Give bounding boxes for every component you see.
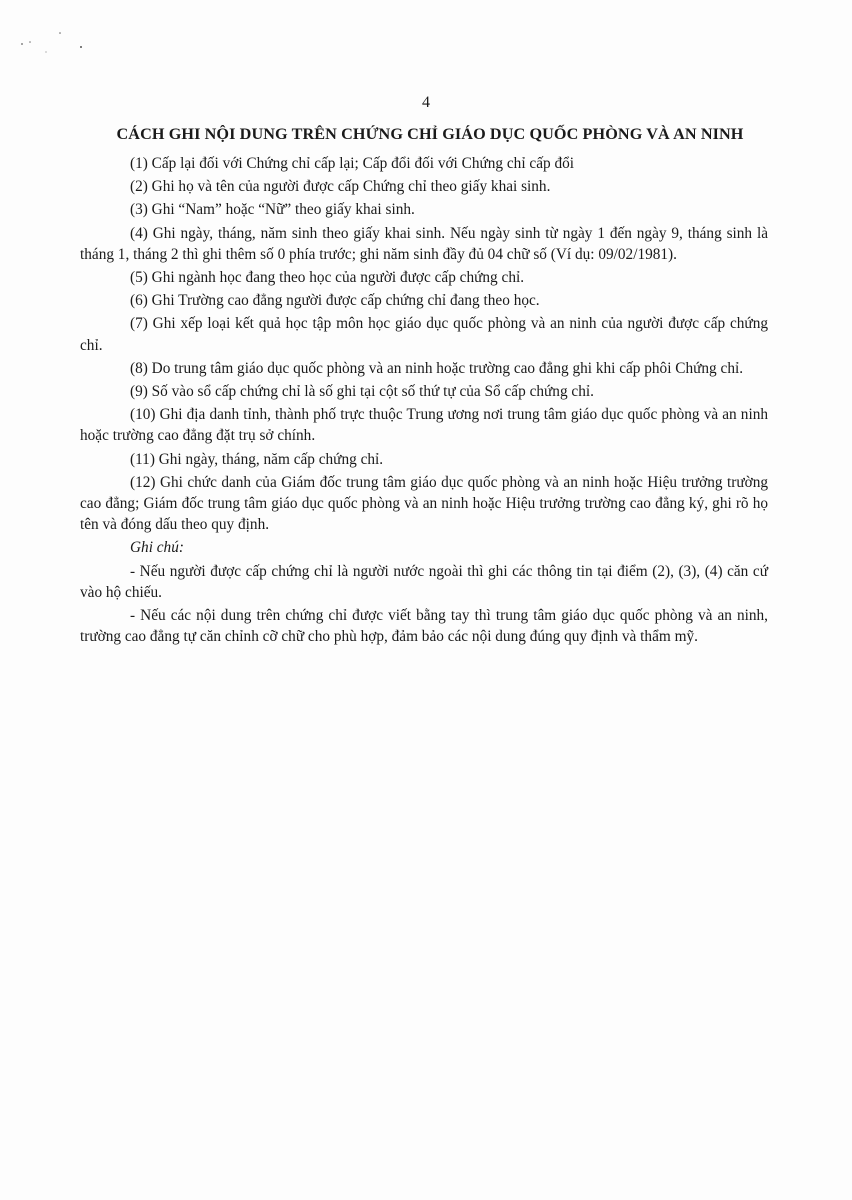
instruction-item-10: (10) Ghi địa danh tỉnh, thành phố trực thuộc Trung ương nơi trung tâm giáo dục quốc phòng và an ninh hoặc trường cao đẳng đặt trụ sở chính. (80, 406, 768, 445)
instruction-item-12: (12) Ghi chức danh của Giám đốc trung tâm giáo dục quốc phòng và an ninh hoặc Hiệu trưởng trường cao đẳng; Giám đốc trung tâm giáo dục quốc phòng và an ninh hoặc Hiệu trưởng trường cao đẳng ký, ghi rõ họ tên và đóng dấu theo quy định. (80, 473, 768, 534)
instruction-item-9: (9) Số vào sổ cấp chứng chỉ là số ghi tại cột số thứ tự của Sổ cấp chứng chỉ. (130, 383, 594, 401)
page-number: 4 (422, 94, 430, 111)
instruction-item-5: (5) Ghi ngành học đang theo học của người được cấp chứng chỉ. (130, 269, 525, 287)
scan-specks (18, 30, 88, 60)
instruction-item-6: (6) Ghi Trường cao đẳng người được cấp chứng chỉ đang theo học. (130, 292, 540, 310)
note-item-1: - Nếu người được cấp chứng chỉ là người nước ngoài thì ghi các thông tin tại điểm (2), (3), (4) căn cứ vào hộ chiếu. (80, 562, 768, 601)
instruction-item-7: (7) Ghi xếp loại kết quả học tập môn học giáo dục quốc phòng và an ninh của người được cấp chứng chỉ. (80, 315, 768, 354)
document-body (80, 153, 768, 649)
document-title: CÁCH GHI NỘI DUNG TRÊN CHỨNG CHỈ GIÁO DỤC QUỐC PHÒNG VÀ AN NINH (116, 125, 744, 143)
instruction-item-3: (3) Ghi “Nam” hoặc “Nữ” theo giấy khai sinh. (130, 201, 415, 219)
note-item-2: - Nếu các nội dung trên chứng chỉ được viết bằng tay thì trung tâm giáo dục quốc phòng và an ninh, trường cao đẳng tự căn chỉnh cỡ chữ cho phù hợp, đảm bảo các nội dung đúng quy định và thẩm mỹ. (80, 607, 768, 646)
instruction-item-1: (1) Cấp lại đối với Chứng chỉ cấp lại; Cấp đổi đối với Chứng chỉ cấp đổi (130, 155, 575, 172)
instruction-item-4: (4) Ghi ngày, tháng, năm sinh theo giấy khai sinh. Nếu ngày sinh từ ngày 1 đến ngày 9, tháng sinh là tháng 1, tháng 2 thì ghi thêm số 0 phía trước; ghi năm sinh đầy đủ 04 chữ số (Ví dụ: 09/02/1981). (80, 224, 768, 263)
instruction-item-2: (2) Ghi họ và tên của người được cấp Chứng chỉ theo giấy khai sinh. (130, 178, 551, 196)
instruction-item-11: (11) Ghi ngày, tháng, năm cấp chứng chỉ. (130, 450, 384, 468)
note-heading: Ghi chú: (130, 539, 184, 557)
instruction-item-8: (8) Do trung tâm giáo dục quốc phòng và an ninh hoặc trường cao đẳng ghi khi cấp phôi Chứng chỉ. (130, 359, 744, 377)
